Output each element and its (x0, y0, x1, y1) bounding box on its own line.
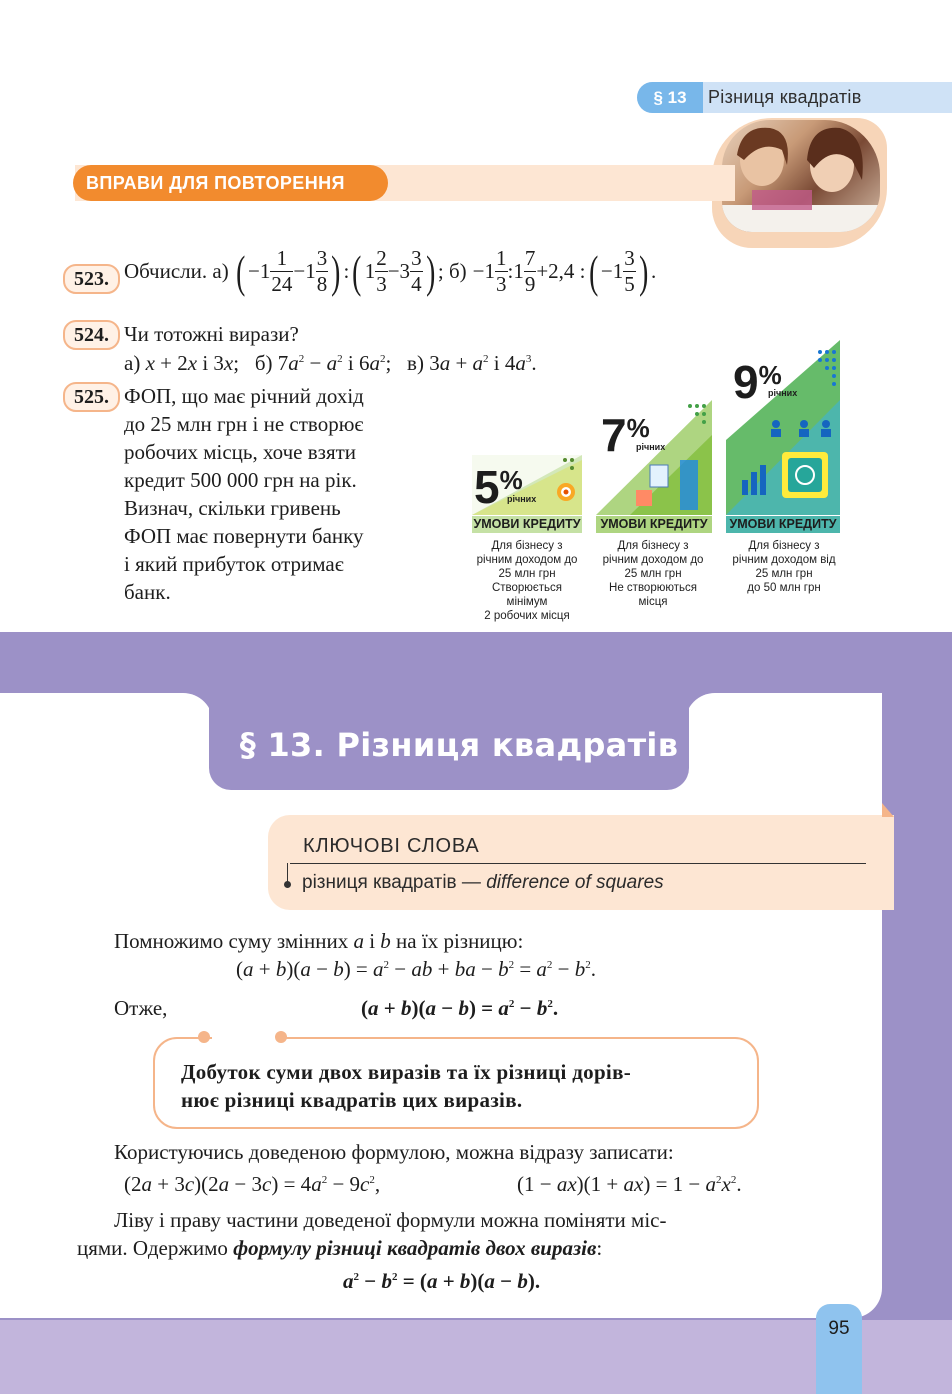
card-3-description: Для бізнесу з річним доходом від 25 млн грн до 50 млн грн (732, 540, 836, 594)
keywords-divider (290, 863, 866, 864)
keyword-item: різниця квадратів — difference of squares (302, 872, 664, 893)
card-1-condition: УМОВИ КРЕДИТУ (473, 517, 581, 531)
card-2-condition: УМОВИ КРЕДИТУ (596, 516, 712, 533)
exercise-525-line-2: до 25 млн грн і не створює (124, 412, 364, 436)
paragraph-multiply: Помножимо суму змінних a і b на їх різницю: (114, 929, 524, 953)
exercise-525-line-8: банк. (124, 580, 171, 604)
definition-text: Добуток суми двох виразів та їх різниці дорів- нює різниці квадратів цих виразів. (181, 1060, 632, 1112)
therefore-label: Отже, (114, 996, 168, 1020)
definition-box-gap (212, 1030, 278, 1044)
exercise-number-524: 524. (63, 320, 120, 350)
page-number: 95 (816, 1304, 862, 1394)
exercise-525-line-5: Визнач, скільки гривень (124, 496, 341, 520)
exercise-524-options: а) x + 2x і 3x; б) $7a^2 - a^2$ і $6a^2$; в) $3a + a^2$ і $4a^3$. (124, 351, 537, 375)
exercise-525-line-6: ФОП має повернути банку (124, 524, 364, 548)
header-section-number: § 13 (637, 82, 703, 113)
card-3-condition: УМОВИ КРЕДИТУ (726, 516, 840, 533)
example-formula-2: $(1 - ax)(1 + ax) = 1 - a^2x^2$. (517, 1172, 742, 1196)
definition-dot-left (198, 1031, 210, 1043)
card-1-percent: 5% (474, 461, 523, 513)
example-formula-1: $(2a + 3c)(2a - 3c) = 4a^2 - 9c^2$, (124, 1172, 381, 1196)
exercise-523: Обчисли. а) ( −1 $\frac{1}{24}$ −1 $\frac{3}{8}$ ) : ( 1 $\frac{2}{3}$ −3 $\frac{3}{4}$ ) ; б) −1 $\frac{1}{3}$ :1 $\frac{7}{9}$ +2,4 : ( −1 $\frac{3}{5}$ ) . (124, 245, 657, 297)
exercise-number-525: 525. (63, 382, 120, 412)
exercise-525-line-4: кредит 500 000 грн на рік. (124, 468, 357, 492)
section-title: § 13. Різниця квадратів (239, 726, 679, 764)
exercise-525-line-3: робочих місць, хоче взяти (124, 440, 357, 464)
students-photo (722, 120, 880, 232)
exercise-525-line-7: і який прибуток отримає (124, 552, 344, 576)
definition-dot-right (275, 1031, 287, 1043)
header-section-title: Різниця квадратів (708, 87, 862, 107)
formula-difference-of-squares: $a^2 - b^2 = (a + b)(a - b)$. (343, 1269, 541, 1293)
exercise-523-text: Обчисли. а) (124, 259, 229, 283)
exercise-524-question: Чи тотожні вирази? (124, 322, 299, 346)
card-1-label: річних (507, 494, 537, 504)
card-2-description: Для бізнесу з річним доходом до 25 млн грн Не створюються місця (602, 540, 704, 608)
credit-infographic (470, 340, 842, 520)
card-2-label: річних (636, 442, 666, 452)
formula-expansion: $(a + b)(a - b) = a^2$ − ab + ba − $b^2 = a^2 - b^2$. (236, 957, 596, 981)
exercise-525-line-1: ФОП, що має річний дохід (124, 384, 364, 408)
card-3-label: річних (768, 388, 798, 398)
exercises-heading: ВПРАВИ ДЛЯ ПОВТОРЕННЯ (73, 165, 388, 201)
exercise-523-b-label: ; б) (437, 259, 467, 283)
paragraph-swap-line-2: цями. Одержимо формулу різниці квадратів двох виразів: (77, 1236, 603, 1260)
formula-result: $(a + b)(a - b) = a^2 - b^2$. (361, 996, 559, 1020)
card-1-description: Для бізнесу з річним доходом до 25 млн грн Створюється мінімум 2 робочих місця (476, 540, 578, 622)
paragraph-swap-line-1: Ліву і праву частини доведеної формули можна поміняти міс- (114, 1208, 667, 1232)
card-3-percent: 9% (733, 356, 782, 408)
card-2-percent: 7% (601, 409, 650, 461)
exercise-number-523: 523. (63, 264, 120, 294)
paragraph-using-formula: Користуючись доведеною формулою, можна відразу записати: (114, 1140, 674, 1164)
section-bottom-band (0, 1320, 952, 1394)
keywords-bullet (284, 881, 291, 888)
keywords-bracket (287, 863, 288, 883)
keywords-title: КЛЮЧОВІ СЛОВА (303, 835, 480, 857)
